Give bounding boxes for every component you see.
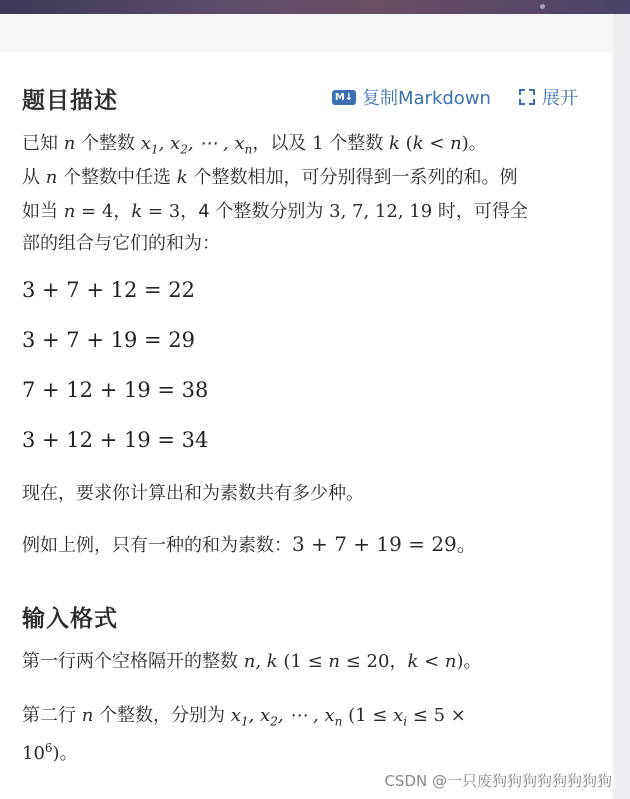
input-line-2: 第二行 n 个整数，分别为 $x_1$, $x_2$, ⋯ , $x_n$ ($1 \le x_i \le 5$ ×: [22, 705, 466, 729]
browser-top-bar: [0, 0, 630, 14]
description-line-3: 如当 n = 4，k = 3，4 个整数分别为 3, 7, 12, 19 时，可得全: [22, 201, 528, 222]
expand-label: 展开: [542, 88, 578, 109]
description-line-2: 从 n 个整数中任选 k 个整数相加，可分别得到一系列的和。例: [22, 167, 518, 188]
section-title-input-format: 输入格式: [22, 606, 118, 632]
equation-2: 3 + 7 + 19 = 29: [22, 328, 196, 352]
description-line-1: 已知 n 个整数 $x_1$, $x_2$, ⋯ , $x_n$，以及 1 个整数 k (k < n)。: [22, 133, 487, 157]
copy-markdown-button[interactable]: [332, 84, 491, 110]
watermark: CSDN @一只废狗狗狗狗狗狗狗狗: [384, 772, 612, 790]
equation-3: 7 + 12 + 19 = 38: [22, 378, 209, 402]
equation-4: 3 + 12 + 19 = 34: [22, 428, 209, 452]
input-line-3: $10^6$)。: [22, 741, 78, 764]
section-title-description: 题目描述: [22, 88, 118, 114]
example-line: 例如上例，只有一种的和为素数：3 + 7 + 19 = 29。: [22, 532, 477, 556]
copy-markdown-label: 复制Markdown: [362, 88, 491, 109]
question-text: 现在，要求你计算出和为素数共有多少种。: [22, 483, 364, 504]
page-scroll-strip[interactable]: [614, 14, 630, 799]
expand-icon: [518, 88, 536, 106]
description-line-4: 部的组合与它们的和为：: [22, 233, 220, 254]
equation-1: 3 + 7 + 12 = 22: [22, 278, 196, 302]
markdown-icon: M↓: [332, 90, 356, 105]
decor-dot: [540, 4, 545, 9]
expand-button[interactable]: [518, 84, 578, 110]
input-line-1: 第一行两个空格隔开的整数 n, k (1 ≤ n ≤ 20，k < n)。: [22, 651, 482, 672]
